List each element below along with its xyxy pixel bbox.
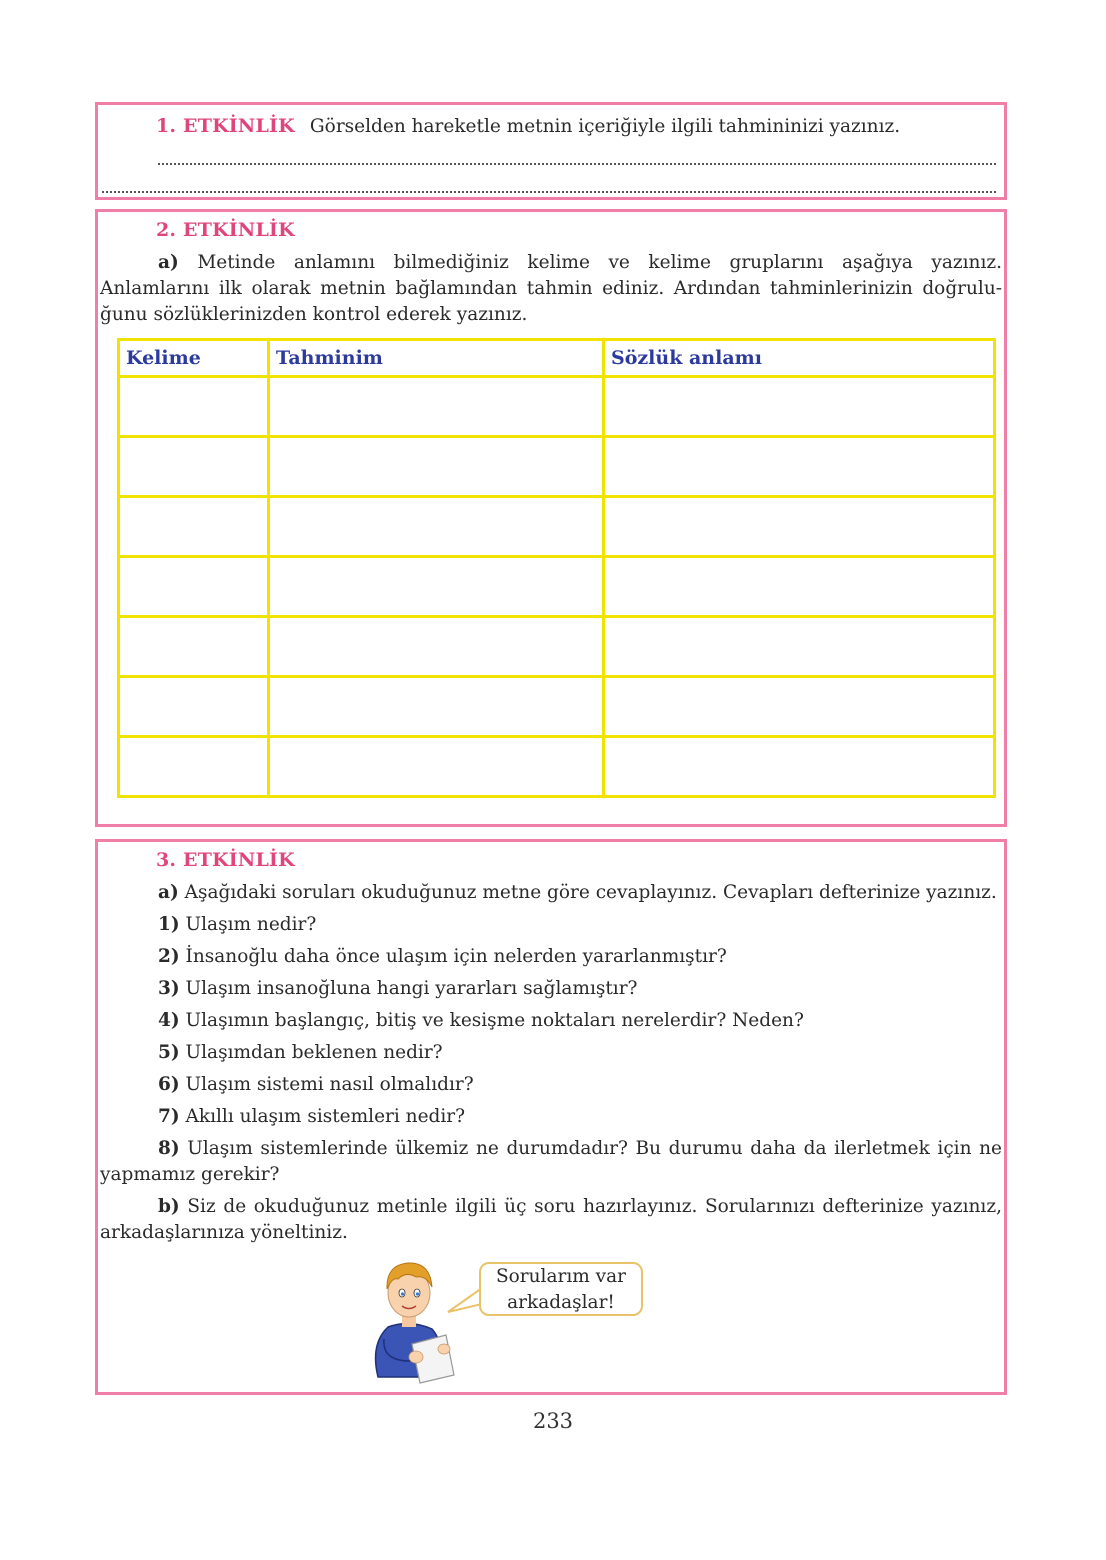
definition-cell[interactable] <box>604 557 995 617</box>
guess-cell[interactable] <box>269 677 604 737</box>
question-text: Ulaşım insanoğluna hangi yararları sağlamıştır? <box>185 978 638 999</box>
activity-2-part-a <box>100 250 1002 328</box>
definition-cell[interactable] <box>604 737 995 797</box>
answer-dotted-line-2[interactable] <box>102 191 996 193</box>
question-number: 7) <box>158 1106 180 1127</box>
word-cell[interactable] <box>119 437 269 497</box>
table-row <box>119 437 995 497</box>
question-item <box>100 1104 1002 1130</box>
table-row <box>119 497 995 557</box>
column-header-tahminim: Tahminim <box>269 340 604 377</box>
part-b-instruction <box>100 1194 1002 1246</box>
question-text: Ulaşım sistemlerinde ülkemiz ne durumdadır? Bu durumu daha da ilerletmek için ne yapmamız gerekir? <box>100 1138 1002 1185</box>
part-a-text: Metinde anlamını bilmediğiniz kelime ve kelime gruplarını aşağıya yazınız. Anlamlarını ilk olarak metnin bağlamından tahmin ediniz. Ardından tahminlerinizin doğrulu-ğunu sözlüklerinizden kontrol ederek yazınız. <box>100 252 1002 325</box>
speech-bubble <box>479 1262 643 1316</box>
word-cell[interactable] <box>119 377 269 437</box>
definition-cell[interactable] <box>604 677 995 737</box>
question-item-8 <box>100 1136 1002 1188</box>
definition-cell[interactable] <box>604 497 995 557</box>
part-a-instruction <box>100 880 1002 906</box>
definition-cell[interactable] <box>604 617 995 677</box>
part-b-text: Siz de okuduğunuz metinle ilgili üç soru hazırlayınız. Sorularınızı defterinize yazınız, arkadaşlarınıza yöneltiniz. <box>100 1196 1002 1243</box>
word-cell[interactable] <box>119 617 269 677</box>
speech-bubble-line-1: Sorularım var <box>495 1266 627 1287</box>
guess-cell[interactable] <box>269 497 604 557</box>
page-number: 233 <box>532 1409 574 1433</box>
question-number: 1) <box>158 914 180 935</box>
question-text: Ulaşım sistemi nasıl olmalıdır? <box>185 1074 474 1095</box>
vocabulary-table <box>117 338 996 798</box>
table-header-row <box>119 340 995 377</box>
question-text: Ulaşımdan beklenen nedir? <box>185 1042 443 1063</box>
activity-3-box <box>95 839 1007 1395</box>
column-header-kelime: Kelime <box>119 340 269 377</box>
question-number: 6) <box>158 1074 180 1095</box>
part-a-text: Aşağıdaki soruları okuduğunuz metne göre cevaplayınız. Cevapları defterinize yazınız. <box>184 882 997 903</box>
part-a-label: a) <box>158 882 179 903</box>
question-text: Ulaşımın başlangıç, bitiş ve kesişme noktaları nerelerdir? Neden? <box>185 1010 804 1031</box>
question-text: İnsanoğlu daha önce ulaşım için nelerden yararlanmıştır? <box>185 946 727 967</box>
definition-cell[interactable] <box>604 437 995 497</box>
answer-dotted-line-1[interactable] <box>158 163 996 165</box>
question-text: Ulaşım nedir? <box>185 914 317 935</box>
table-row <box>119 617 995 677</box>
activity-1-instruction: Görselden hareketle metnin içeriğiyle ilgili tahmininizi yazınız. <box>309 116 901 137</box>
activity-3-heading: 3. ETKİNLİK <box>156 849 295 871</box>
activity-2-box <box>95 209 1007 827</box>
question-number: 2) <box>158 946 180 967</box>
activity-3-body <box>100 880 1002 1252</box>
activity-1-line <box>156 114 900 140</box>
question-item <box>100 976 1002 1002</box>
word-cell[interactable] <box>119 557 269 617</box>
guess-cell[interactable] <box>269 437 604 497</box>
table-row <box>119 737 995 797</box>
table-row <box>119 377 995 437</box>
question-number: 8) <box>158 1138 180 1159</box>
boy-reading-illustration <box>360 1249 460 1389</box>
part-b-label: b) <box>158 1196 180 1217</box>
question-number: 3) <box>158 978 180 999</box>
column-header-sozluk-anlami: Sözlük anlamı <box>604 340 995 377</box>
table-row <box>119 557 995 617</box>
table-row <box>119 677 995 737</box>
guess-cell[interactable] <box>269 737 604 797</box>
guess-cell[interactable] <box>269 557 604 617</box>
speech-bubble-tail <box>444 1284 484 1314</box>
word-cell[interactable] <box>119 677 269 737</box>
question-item <box>100 944 1002 970</box>
question-text: Akıllı ulaşım sistemleri nedir? <box>185 1106 466 1127</box>
question-item <box>100 912 1002 938</box>
word-cell[interactable] <box>119 737 269 797</box>
speech-bubble-line-2: arkadaşlar! <box>507 1292 615 1313</box>
question-number: 4) <box>158 1010 180 1031</box>
activity-2-heading: 2. ETKİNLİK <box>156 219 295 241</box>
part-a-label: a) <box>158 252 179 273</box>
question-number: 5) <box>158 1042 180 1063</box>
guess-cell[interactable] <box>269 377 604 437</box>
question-item <box>100 1040 1002 1066</box>
definition-cell[interactable] <box>604 377 995 437</box>
activity-1-box <box>95 102 1007 200</box>
word-cell[interactable] <box>119 497 269 557</box>
question-item <box>100 1072 1002 1098</box>
activity-1-heading: 1. ETKİNLİK <box>156 115 295 137</box>
question-item <box>100 1008 1002 1034</box>
guess-cell[interactable] <box>269 617 604 677</box>
